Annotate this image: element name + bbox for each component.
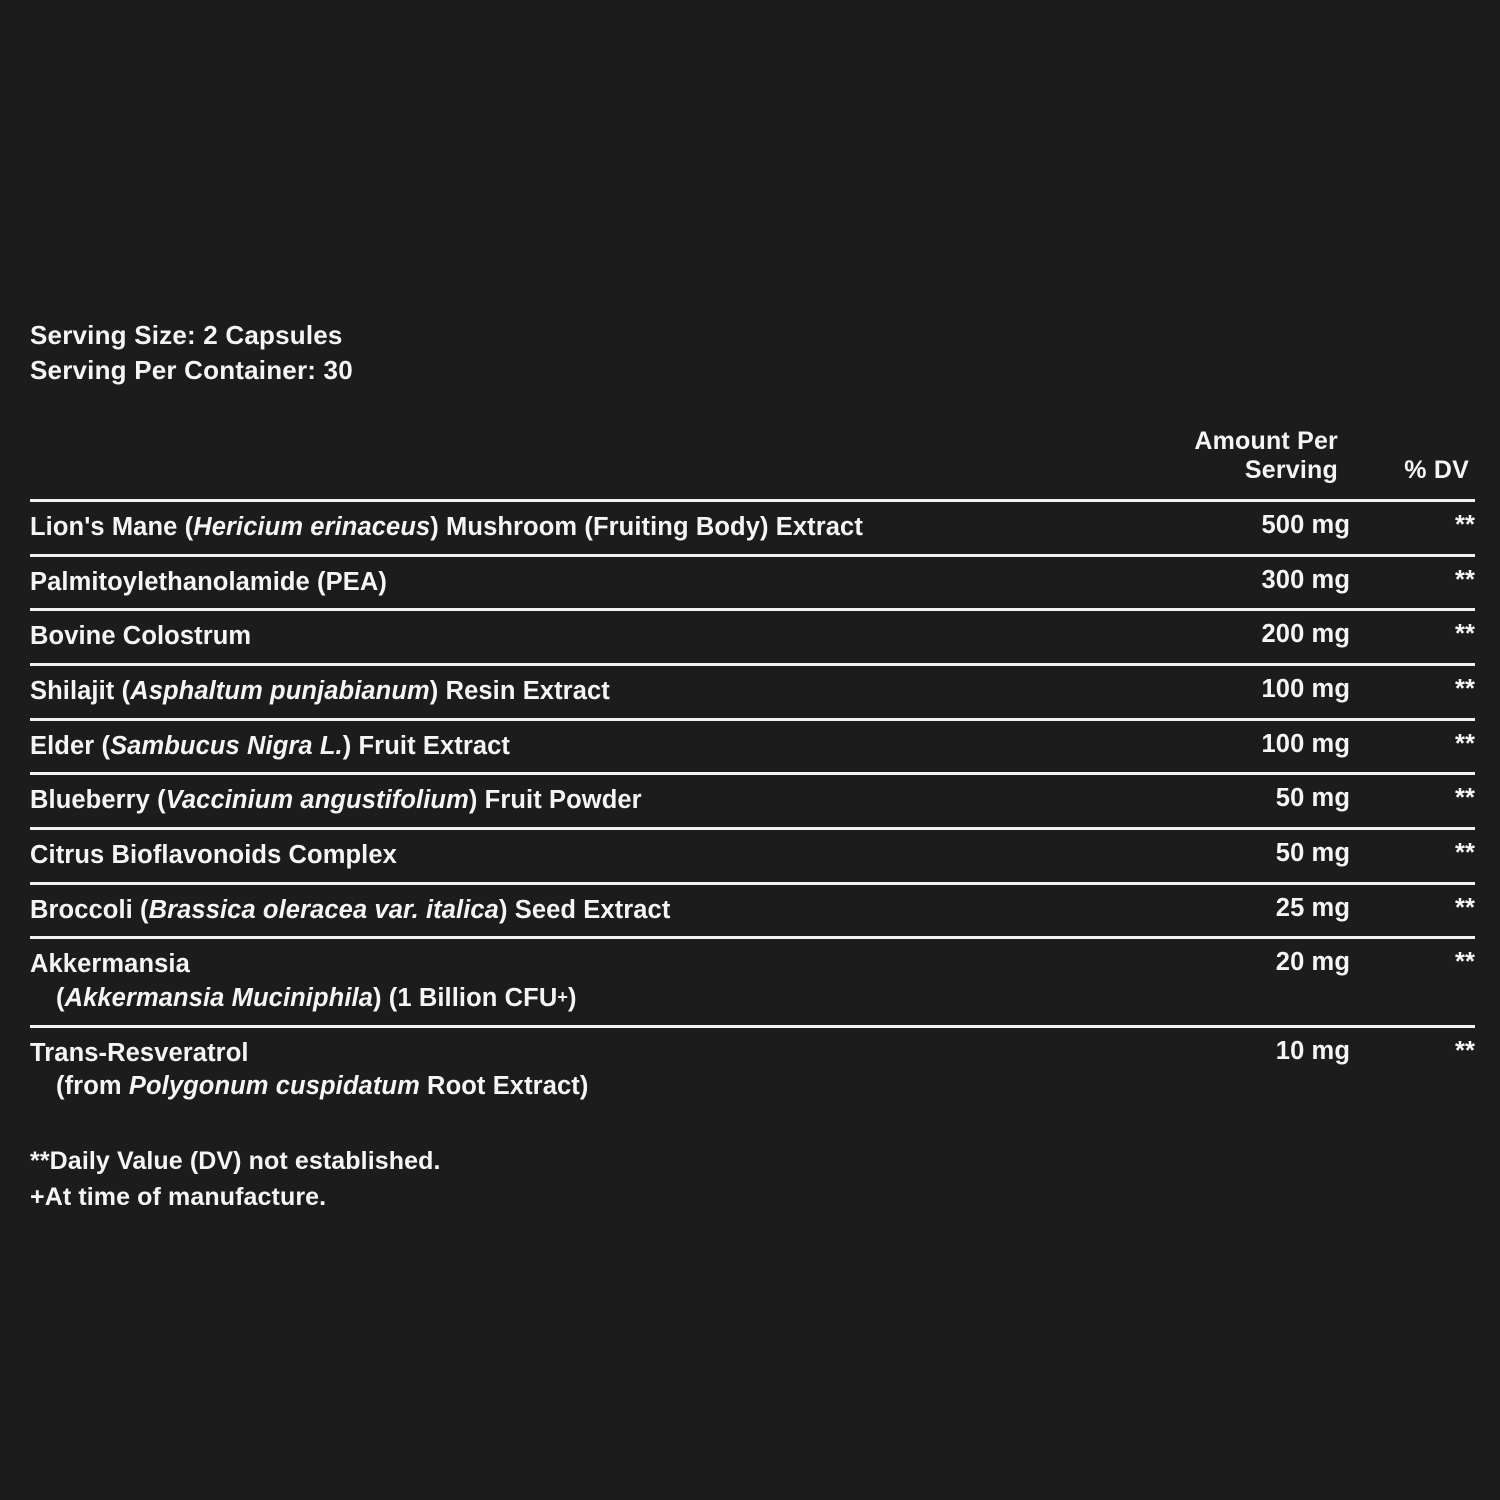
serving-per-container: Serving Per Container: 30 [30,354,353,385]
ingredient-daily-value: ** [1454,1036,1475,1065]
ingredient-amount: 10 mg [1275,1036,1350,1065]
table-row [30,501,1475,556]
ingredient-name: Lion's Mane (Hericium erinaceus) Mushroom (Fruiting Body) Extract [30,513,863,542]
ingredient-name: Blueberry (Vaccinium angustifolium) Fruit Powder [30,786,642,815]
ingredient-daily-value: ** [1454,729,1475,758]
ingredient-daily-value: ** [1454,893,1475,922]
ingredient-name: Akkermansia (Akkermansia Muciniphila) (1 Billion CFU+) [30,950,577,1013]
ingredients-table [30,427,1475,1113]
ingredient-name: Trans-Resveratrol (from Polygonum cuspidatum Root Extract) [30,1038,589,1101]
ingredient-amount: 300 mg [1261,565,1350,594]
table-row [30,829,1475,884]
table-row [30,883,1475,938]
table-row [30,610,1475,665]
ingredient-daily-value: ** [1454,511,1475,540]
table-row [30,665,1475,720]
table-header-row [30,427,1475,501]
footnotes [30,1143,1475,1216]
ingredient-name: Palmitoylethanolamide (PEA) [30,567,387,596]
ingredient-name: Shilajit (Asphaltum punjabianum) Resin Extract [30,677,610,706]
column-header-dv: % DV [1404,456,1469,485]
ingredient-amount: 100 mg [1261,675,1350,704]
table-body [30,501,1475,1113]
footnote-line: **Daily Value (DV) not established. [30,1147,441,1176]
ingredient-daily-value: ** [1454,565,1475,594]
footnote-line: +At time of manufacture. [30,1183,327,1212]
table-row [30,1026,1475,1113]
ingredient-amount: 20 mg [1275,948,1350,977]
ingredient-daily-value: ** [1454,839,1475,868]
ingredient-daily-value: ** [1454,675,1475,704]
ingredient-amount: 50 mg [1275,784,1350,813]
column-header-amount: Amount Per Serving [1194,427,1338,485]
ingredient-amount: 50 mg [1275,839,1350,868]
ingredient-name: Broccoli (Brassica oleracea var. italica) Seed Extract [30,895,671,924]
table-row [30,938,1475,1026]
label-body [30,318,1475,1216]
serving-size: Serving Size: 2 Capsules [30,320,343,350]
ingredient-amount: 100 mg [1261,729,1350,758]
ingredient-daily-value: ** [1454,620,1475,649]
table-row [30,774,1475,829]
ingredient-amount: 500 mg [1261,511,1350,540]
table-row [30,719,1475,774]
table-row [30,555,1475,610]
ingredient-name: Citrus Bioflavonoids Complex [30,841,397,870]
serving-info [30,318,1475,387]
ingredient-name: Bovine Colostrum [30,622,252,651]
column-header-name [30,427,1145,501]
ingredient-daily-value: ** [1454,784,1475,813]
ingredient-name: Elder (Sambucus Nigra L.) Fruit Extract [30,731,511,760]
ingredient-amount: 200 mg [1261,620,1350,649]
ingredient-amount: 25 mg [1275,893,1350,922]
table-header [30,427,1475,501]
ingredient-daily-value: ** [1454,948,1475,977]
